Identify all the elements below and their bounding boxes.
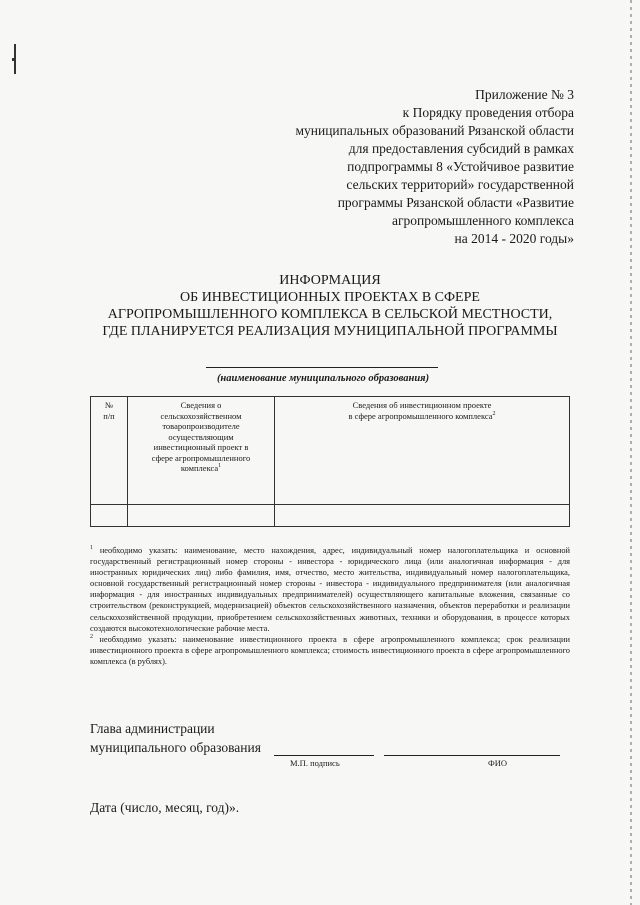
signature-line-2: муниципального образования bbox=[90, 740, 261, 755]
footnote-ref-2: 2 bbox=[492, 410, 496, 417]
table-cell bbox=[91, 505, 128, 527]
scan-edge-right bbox=[630, 0, 632, 905]
date-line: Дата (число, месяц, год)». bbox=[90, 800, 240, 815]
footnote-ref-1: 1 bbox=[218, 463, 222, 470]
appendix-line: на 2014 - 2020 годы» bbox=[454, 231, 574, 246]
appendix-line: для предоставления субсидий в рамках bbox=[348, 141, 574, 156]
footnote-1: $^1$ необходимо указать: наименование, место нахождения, адрес, индивидуальный номер налогоплательщика и основной государственный регистрационный номер стороны - инвестора - юридического лица (или аналогичная информация - для иностранных юридических лиц) либо фамилия, имя, отчество, место жительства, индивидуальный номер налогоплательщика, основной государственный регистрационный номер стороны - инвестора - индивидуального предпринимателя (или аналогичная информация - для иностранных индивидуальных предпринимателей) осуществляющего капитальные вложения, связанные со строительством (реконструкцией, модернизацией) объектов сельскохозяйственного назначения, объектов переработки и реализации сельскохозяйственной продукции, приобретением сельскохозяйственных животных, техники и оборудования, в процессе которых создаются высокотехнологические рабочие места. bbox=[90, 545, 570, 633]
footnotes bbox=[90, 545, 570, 667]
signature-line-1: Глава администрации bbox=[90, 721, 215, 736]
appendix-line: муниципальных образований Рязанской области bbox=[295, 123, 574, 138]
appendix-line: программы Рязанской области «Развитие bbox=[337, 195, 574, 210]
appendix-line: подпрограммы 8 «Устойчивое развитие bbox=[347, 159, 574, 174]
table-cell bbox=[275, 505, 570, 527]
header-cell-number: № п/п bbox=[91, 397, 128, 505]
document-title bbox=[90, 272, 570, 340]
table-row bbox=[91, 505, 570, 527]
appendix-line: агропромышленного комплекса bbox=[392, 213, 574, 228]
municipality-blank-line bbox=[206, 367, 438, 368]
title-line: ОБ ИНВЕСТИЦИОННЫХ ПРОЕКТАХ В СФЕРЕ bbox=[180, 290, 480, 305]
investment-projects-table bbox=[90, 396, 570, 527]
name-blank-line bbox=[384, 755, 560, 756]
appendix-line: Приложение № 3 bbox=[475, 87, 574, 102]
signature-blank-line bbox=[274, 755, 374, 756]
appendix-line: сельских территорий» государственной bbox=[346, 177, 574, 192]
name-caption: ФИО bbox=[488, 758, 507, 768]
scan-mark bbox=[12, 58, 16, 61]
title-line: ИНФОРМАЦИЯ bbox=[279, 273, 381, 288]
municipality-caption: (наименование муниципального образования) bbox=[216, 373, 430, 384]
appendix-header bbox=[254, 86, 574, 248]
footnote-2-mark: 2 bbox=[90, 633, 93, 640]
header-cell-project: Сведения об инвестиционном проекте в сфере агропромышленного комплекса$^2$ bbox=[275, 397, 570, 505]
header-cell-producer: Сведения о сельскохозяйственном товаропроизводителе осуществляющим инвестиционный проект в сфере агропромышленного комплекса$^1$ bbox=[128, 397, 275, 505]
signature-block bbox=[90, 719, 261, 757]
footnote-1-mark: 1 bbox=[90, 545, 93, 552]
appendix-line: к Порядку проведения отбора bbox=[402, 105, 574, 120]
table-cell bbox=[128, 505, 275, 527]
title-line: ГДЕ ПЛАНИРУЕТСЯ РЕАЛИЗАЦИЯ МУНИЦИПАЛЬНОЙ ПРОГРАММЫ bbox=[102, 324, 558, 339]
stamp-signature-caption: М.П. подпись bbox=[290, 758, 340, 768]
footnote-2: $^2$ необходимо указать: наименование инвестиционного проекта в сфере агропромышленного комплекса; срок реализации инвестиционного проекта в сфере агропромышленного комплекса; стоимость инвестиционного проекта в сфере агропромышленного комплекса (в рублях). bbox=[90, 633, 570, 666]
title-line: АГРОПРОМЫШЛЕННОГО КОМПЛЕКСА В СЕЛЬСКОЙ МЕСТНОСТИ, bbox=[107, 307, 553, 322]
table-header-row bbox=[91, 397, 570, 505]
